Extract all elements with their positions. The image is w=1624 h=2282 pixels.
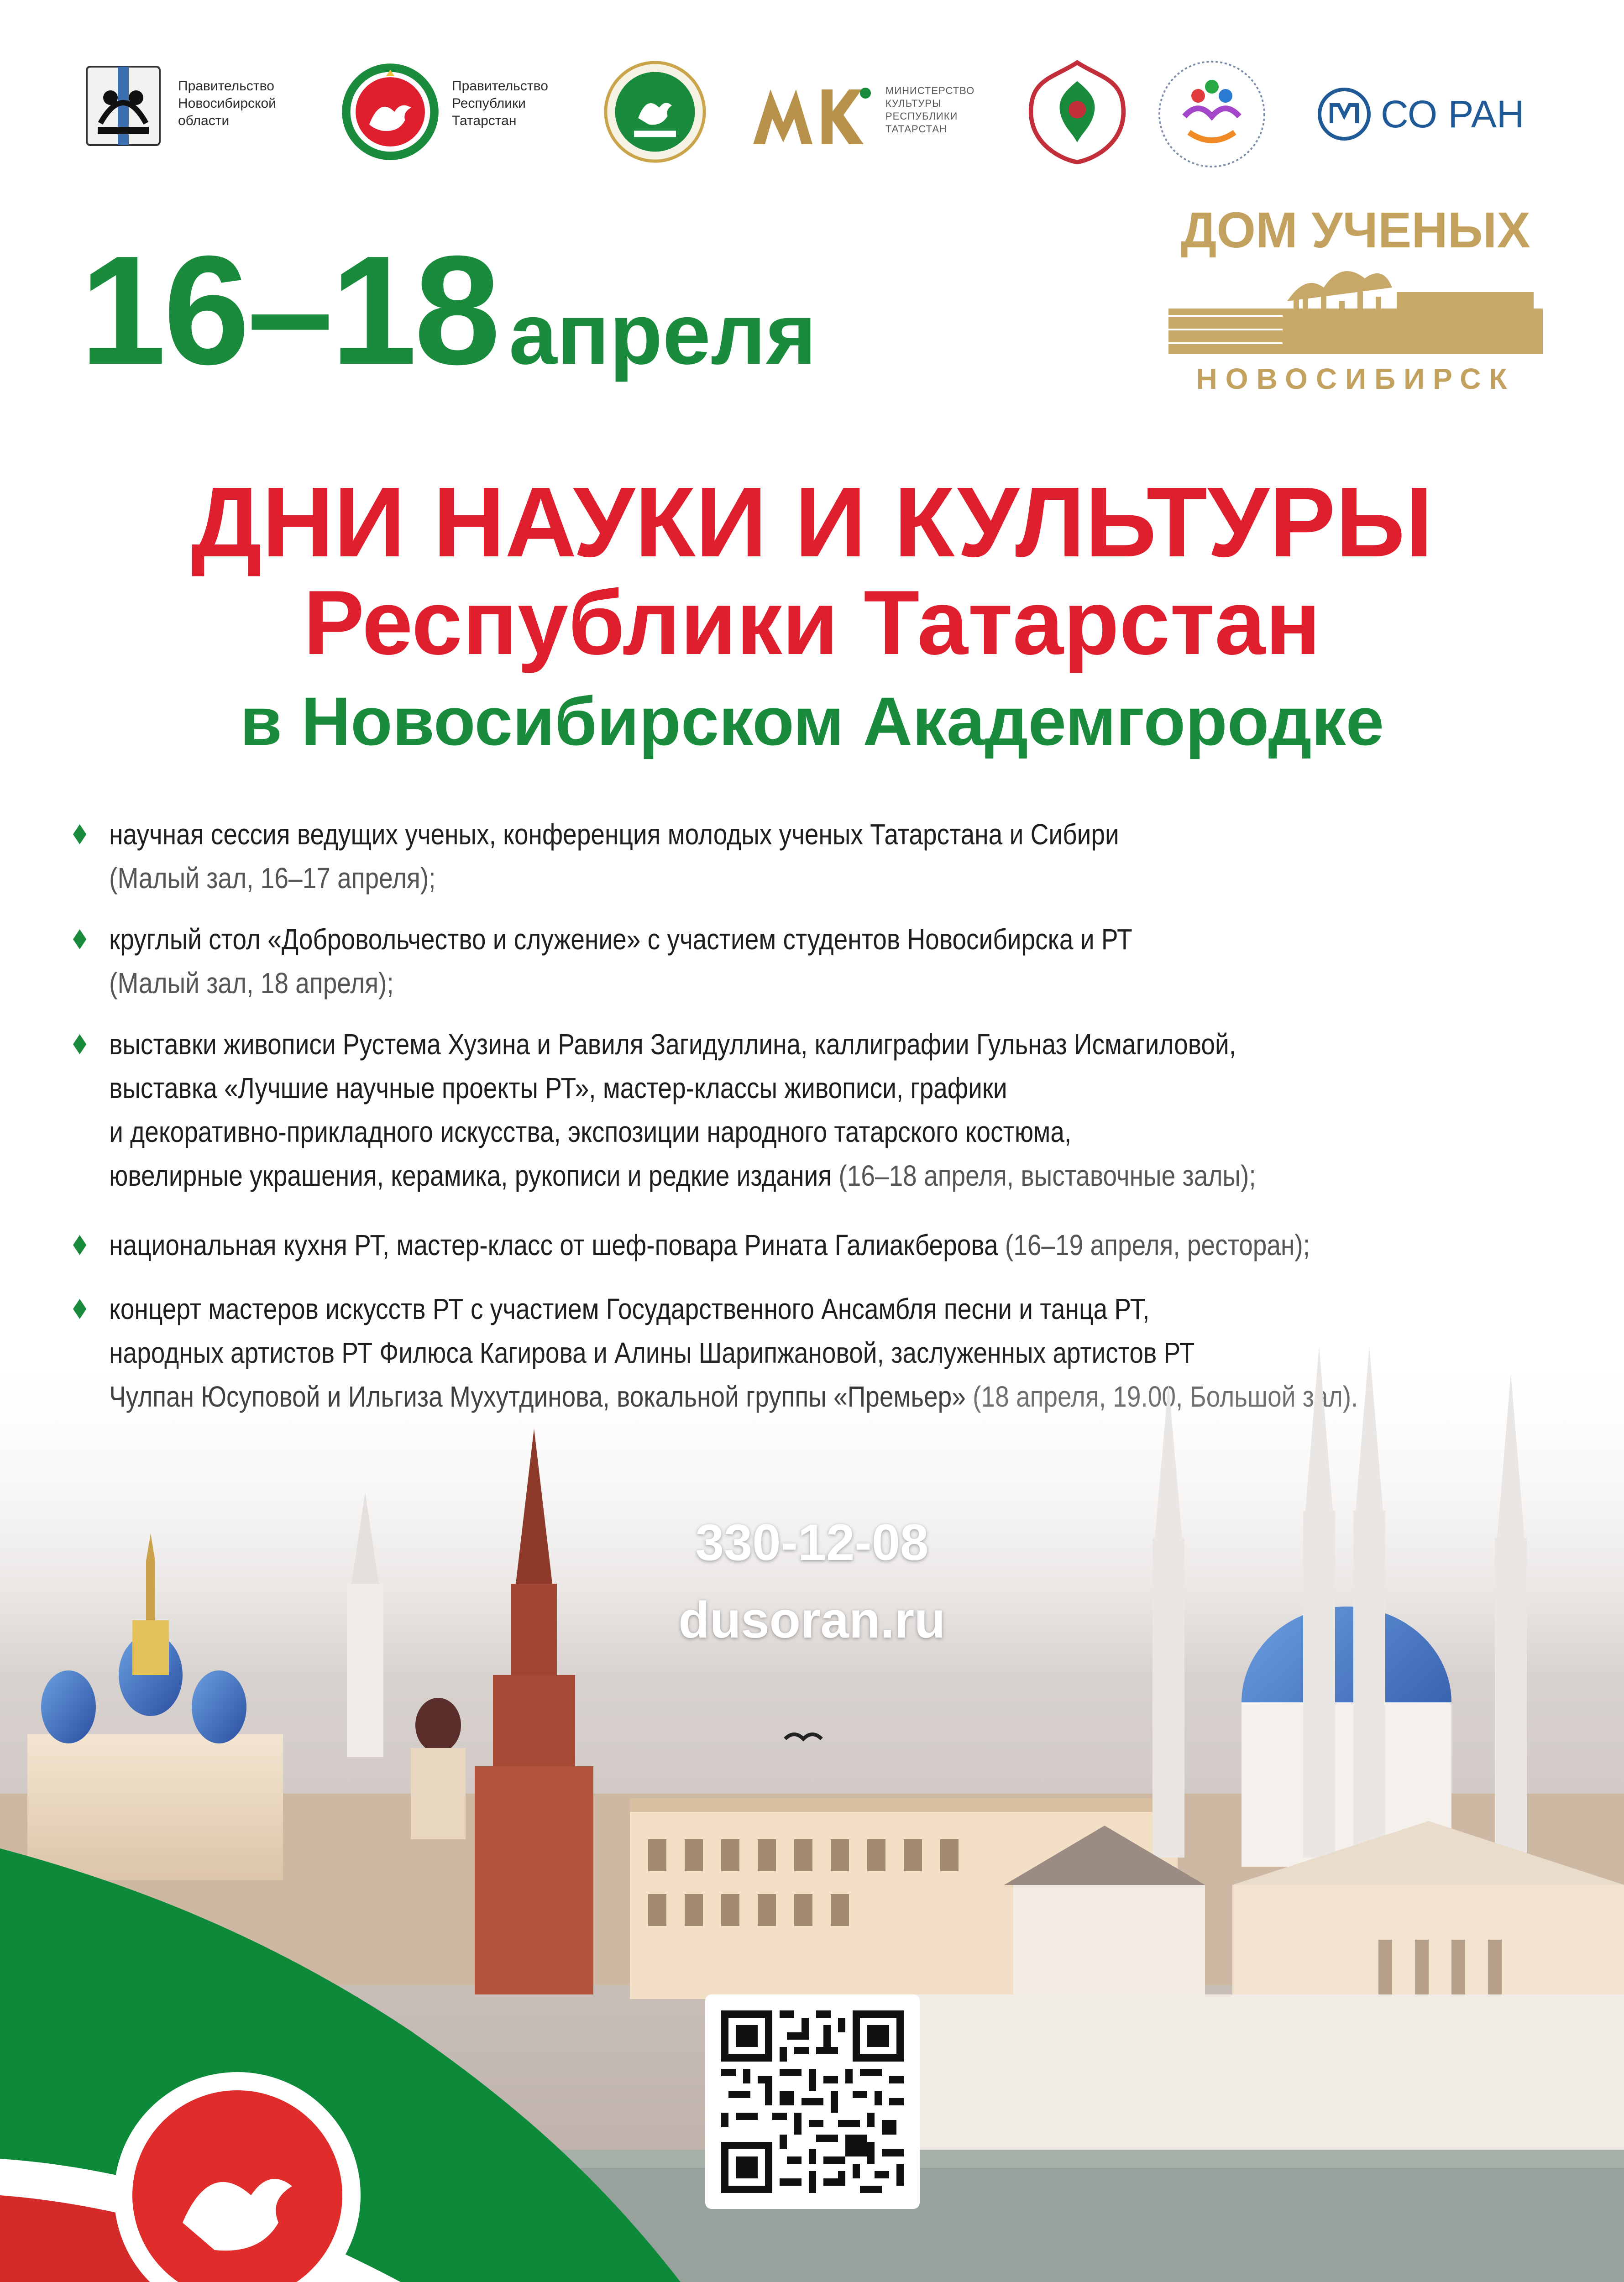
dom-uchenyh-building-icon (1159, 265, 1552, 356)
program-item-1 (73, 812, 1368, 900)
headline-line-1: ДНИ НАУКИ И КУЛЬТУРЫ (191, 467, 1433, 578)
contact-phone: 330-12-08 (695, 1514, 929, 1571)
diamond-bullet-icon (73, 824, 86, 844)
program-item-3 (73, 1022, 1368, 1198)
program-item-text: выставки живописи Рустема Хузина и Равиля Загидуллина, каллиграфии Гульназ Исмагиловой, выставка «Лучшие научные проекты РТ», мастер-классы живописи, графики и декоративно-прикладного искусства, экспозиции народного татарского костюма, ювелирные украшения, керамика, рукописи и редкие издания (16–18 апреля, выставочные залы); (109, 1028, 1256, 1192)
dom-uchenyh-logo (1159, 201, 1552, 411)
event-days: 16–18 (80, 224, 498, 397)
event-month: апреля (508, 286, 817, 382)
diamond-bullet-icon (73, 1034, 86, 1054)
soran-logo-icon (1317, 87, 1372, 141)
qr-code[interactable] (705, 1994, 920, 2209)
tatar-autonomy-emblem-icon (1022, 57, 1132, 167)
partner-logos (0, 46, 1624, 183)
diamond-bullet-icon (73, 1299, 86, 1319)
qr-code-icon (721, 2010, 904, 2193)
nso-coat-of-arms-icon (78, 59, 169, 151)
rt-gov-label: Правительство Республики Татарстан (452, 79, 548, 128)
diamond-bullet-icon (73, 1235, 86, 1255)
program-item-text: круглый стол «Добровольчество и служение» с участием студентов Новосибирска и РТ (Малый зал, 18 апреля); (109, 923, 1132, 1000)
program-item-text: национальная кухня РТ, мастер-класс от шеф-повара Рината Галиакберова (16–19 апреля, ресторан); (109, 1229, 1310, 1261)
tatarstan-emblem-icon (338, 59, 443, 164)
program-item-2 (73, 917, 1368, 1005)
dom-uchenyh-title: ДОМ УЧЕНЫХ (1181, 202, 1530, 258)
headline-line-2: Республики Татарстан (303, 572, 1321, 674)
nso-gov-label: Правительство Новосибирской области (178, 79, 276, 128)
dom-uchenyh-city: НОВОСИБИРСК (1196, 362, 1515, 395)
program-item-text: научная сессия ведущих ученых, конференция молодых ученых Татарстана и Сибири (Малый зал, 16–17 апреля); (109, 818, 1119, 895)
gbuk-nso-center-icon (1155, 57, 1269, 171)
ministry-culture-mark-icon (749, 82, 876, 151)
soran-label: СО РАН (1381, 93, 1524, 136)
headline-line-3: в Новосибирском Академгородке (240, 683, 1384, 759)
academy-sciences-rt-icon (602, 59, 707, 164)
contact-website[interactable]: dusoran.ru (678, 1591, 946, 1649)
program-item-4 (73, 1223, 1368, 1267)
program-item-text: концерт мастеров искусств РТ с участием Государственного Ансамбля песни и танца РТ, (109, 1293, 1150, 1325)
event-dates (80, 219, 817, 425)
diamond-bullet-icon (73, 929, 86, 949)
ministry-culture-label: МИНИСТЕРСТВО КУЛЬТУРЫ РЕСПУБЛИКИ ТАТАРСТАН (885, 85, 975, 135)
